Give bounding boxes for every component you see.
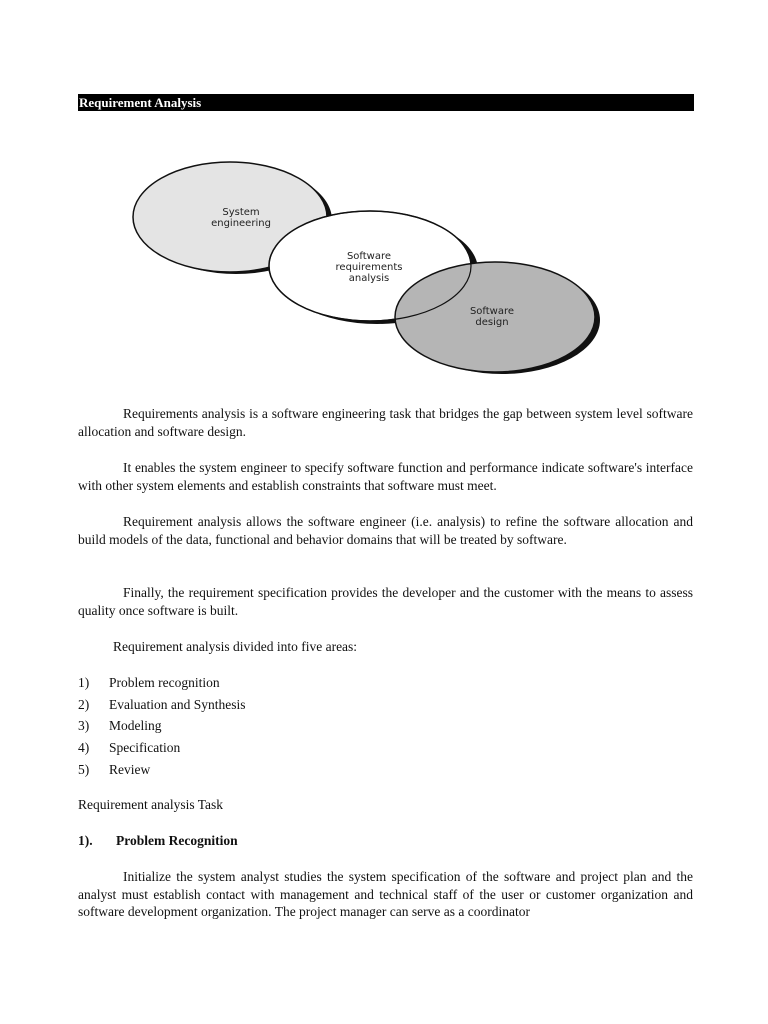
venn-diagram (130, 150, 610, 385)
paragraph-5: Initialize the system analyst studies the system specification of the software and project plan and the analyst must establish contact with management and technical staff of the user or customer organization and software development organization. The project manager can serve as a coordinator (78, 869, 693, 919)
paragraph-4: Finally, the requirement specification provides the developer and the customer with the means to assess quality once software is built. (78, 585, 693, 618)
circle2-line2: requirements (335, 262, 403, 273)
areas-list (78, 674, 245, 782)
list-item: 4) Specification (78, 740, 181, 756)
circle1-line1: System (222, 207, 260, 218)
section-title-bar (78, 94, 694, 111)
areas-intro: Requirement analysis divided into five areas: (113, 639, 358, 654)
paragraph-2: It enables the system engineer to specify software function and performance indicate software's interface with other system elements and establish constraints that software must meet. (78, 460, 693, 493)
circle2-line3: analysis (348, 273, 390, 284)
list-item: 3) Modeling (78, 718, 162, 734)
circle1-line2: engineering (211, 218, 271, 229)
list-item: 5) Review (78, 761, 151, 777)
paragraph-1: Requirements analysis is a software engineering task that bridges the gap between system level software allocation and software design. (78, 406, 693, 439)
circle2-line1: Software (346, 251, 392, 262)
circle3-line2: design (475, 317, 509, 328)
circle3-line1: Software (469, 306, 515, 317)
section-heading: 1). Problem Recognition (78, 833, 238, 848)
paragraph-3: Requirement analysis allows the software engineer (i.e. analysis) to refine the software allocation and build models of the data, functional and behavior domains that will be treated by software. (78, 514, 693, 547)
task-heading: Requirement analysis Task (78, 797, 224, 812)
list-item: 2) Evaluation and Synthesis (78, 696, 246, 712)
section-title: Requirement Analysis (79, 95, 202, 110)
list-item: 1) Problem recognition (78, 675, 220, 690)
